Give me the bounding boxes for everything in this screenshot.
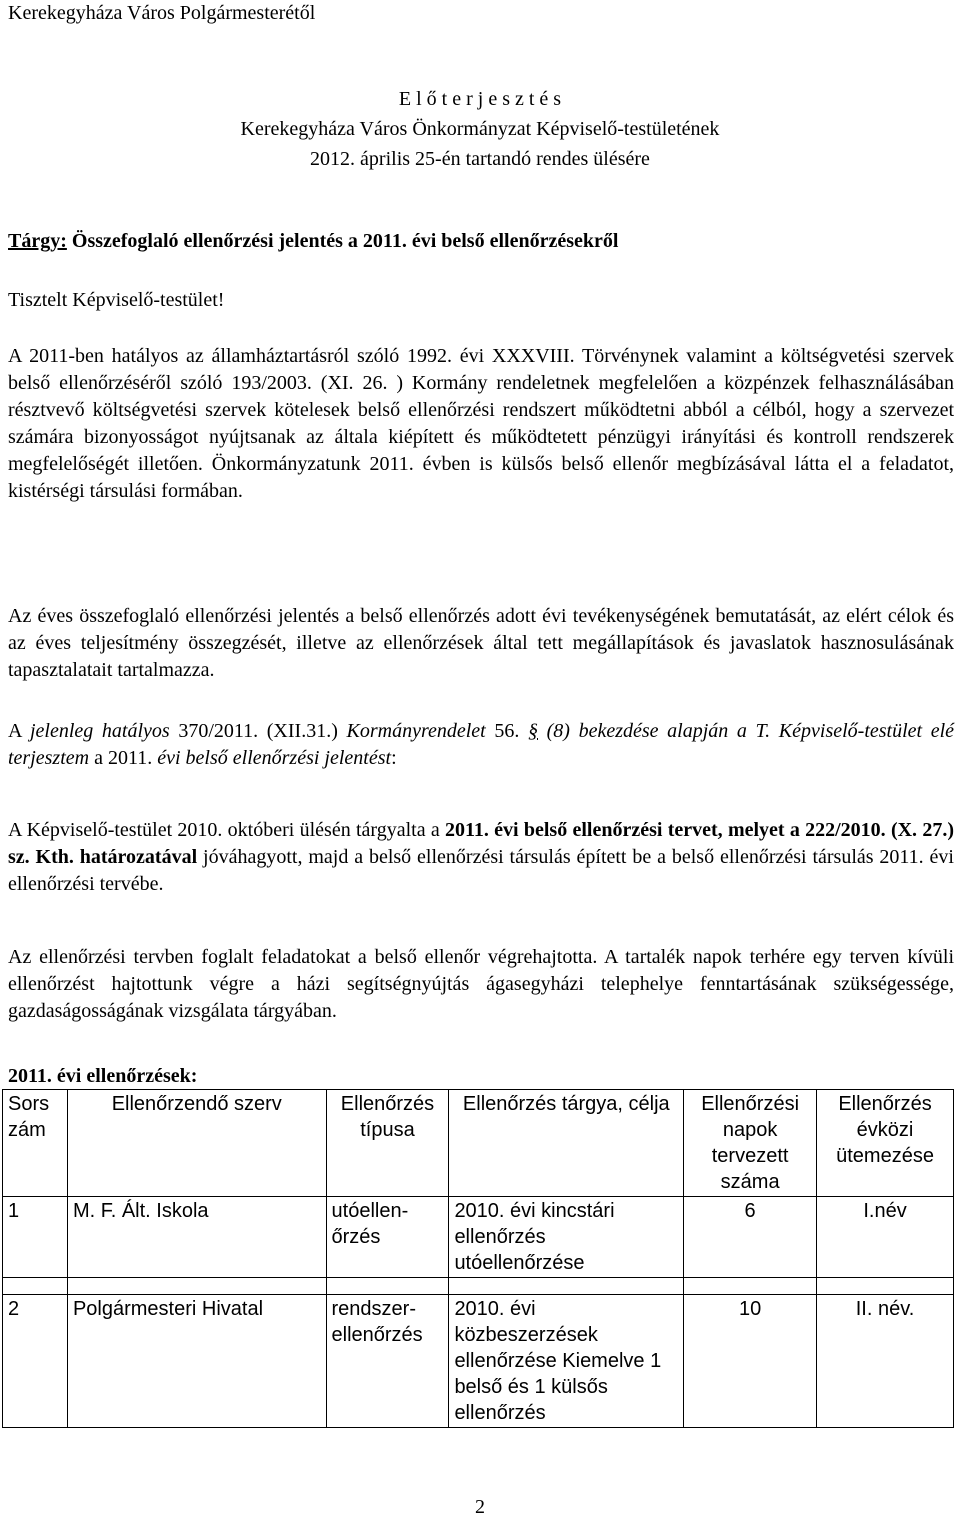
cell-organization: Polgármesteri Hivatal	[67, 1295, 326, 1428]
cell-audit-type: utóellen-őrzés	[326, 1197, 449, 1278]
header-audit-subject: Ellenőrzés tárgya, célja	[449, 1090, 684, 1197]
section-sign: §	[528, 720, 538, 742]
council-line: Kerekegyháza Város Önkormányzat Képviselő-testületének	[240, 118, 720, 140]
header-audit-type: Ellenőrzés típusa	[326, 1090, 449, 1197]
table-row	[3, 1197, 954, 1278]
header-planned-days: Ellenőrzési napok tervezett száma	[684, 1090, 817, 1197]
meeting-date-line: 2012. április 25-én tartandó rendes ülésére	[310, 148, 650, 170]
header-schedule: Ellenőrzés évközi ütemezése	[817, 1090, 954, 1197]
table-spacer-row	[3, 1278, 954, 1295]
cell-planned-days: 6	[684, 1197, 817, 1278]
cell-schedule: II. név.	[817, 1295, 954, 1428]
header-serial: Sors zám	[3, 1090, 68, 1197]
header-organization: Ellenőrzendő szerv	[67, 1090, 326, 1197]
audit-plan-table	[2, 1089, 954, 1428]
cell-planned-days: 10	[684, 1295, 817, 1428]
table-header-row	[3, 1090, 954, 1197]
paragraph-report-purpose: Az éves összefoglaló ellenőrzési jelentés a belső ellenőrzés adott évi tevékenységének bemutatását, az elért célok és az éves teljesítmény összegzését, illetve az ellenőrzések által tett megállapítások és javaslatok hasznosulásának tapasztalatait tartalmazza.	[8, 605, 954, 681]
cell-audit-subject: 2010. évi közbeszerzések ellenőrzése Kiemelve 1 belső és 1 külsős ellenőrzés	[449, 1295, 684, 1428]
cell-serial: 1	[3, 1197, 68, 1278]
cell-schedule: I.név	[817, 1197, 954, 1278]
sender-header: Kerekegyháza Város Polgármesterétől	[8, 2, 316, 24]
cell-serial: 2	[3, 1295, 68, 1428]
table-row	[3, 1295, 954, 1428]
cell-audit-subject: 2010. évi kincstári ellenőrzés utóellenőrzése	[449, 1197, 684, 1278]
title-block	[0, 84, 960, 174]
subject-text: Összefoglaló ellenőrzési jelentés a 2011. évi belső ellenőrzésekről	[66, 230, 619, 252]
page-number: 2	[475, 1496, 485, 1518]
subject-line	[8, 228, 618, 255]
document-type-title: E l ő t e r j e s z t é s	[398, 88, 562, 110]
paragraph-council-approval: A Képviselő-testület 2010. októberi ülésén tárgyalta a 2011. évi belső ellenőrzési tervet, melyet a 222/2010. (X. 27.) sz. Kth. határozatával jóváhagyott, majd a belső ellenőrzési társulás épített be a belső ellenőrzési társulás 2011. évi ellenőrzési tervébe.	[8, 819, 954, 895]
paragraph-execution: Az ellenőrzési tervben foglalt feladatokat a belső ellenőr végrehajtotta. A tartalék napok terhére egy terven kívüli ellenőrzést hajtottunk végre a házi segítségnyújtás ágasegyházi telephelye fenntartásának szükségessége, gazdaságosságának vizsgálata tárgyában.	[8, 946, 954, 1022]
cell-organization: M. F. Ált. Iskola	[67, 1197, 326, 1278]
subject-label: Tárgy:	[8, 230, 67, 252]
audits-list-title: 2011. évi ellenőrzések:	[8, 1065, 198, 1087]
cell-audit-type: rendszer-ellenőrzés	[326, 1295, 449, 1428]
paragraph-regulation: A jelenleg hatályos 370/2011. (XII.31.) Kormányrendelet 56. § (8) bekezdése alapján a T. Képviselő-testület elé terjesztem a 2011. évi belső ellenőrzési jelentést:	[8, 720, 955, 769]
paragraph-legal-basis: A 2011-ben hatályos az államháztartásról szóló 1992. évi XXXVIII. Törvénynek valamint a költségvetési szervek belső ellenőrzéséről szóló 193/2003. (XI. 26. ) Kormány rendeletnek megfelelően a közpénzek felhasználásában résztvevő költségvetési szervek kötelesek belső ellenőrzési rendszert működtetni abból a célból, hogy a szervezet számára bizonyosságot nyújtsanak az általa kiépített és működtetett pénzügyi irányítási és kontroll rendszerek megfelelőségét illetően. Önkormányzatunk 2011. évben is külsős belső ellenőr megbízásával látta el a feladatot, kistérségi társulási formában.	[8, 345, 954, 502]
salutation: Tisztelt Képviselő-testület!	[8, 289, 225, 311]
